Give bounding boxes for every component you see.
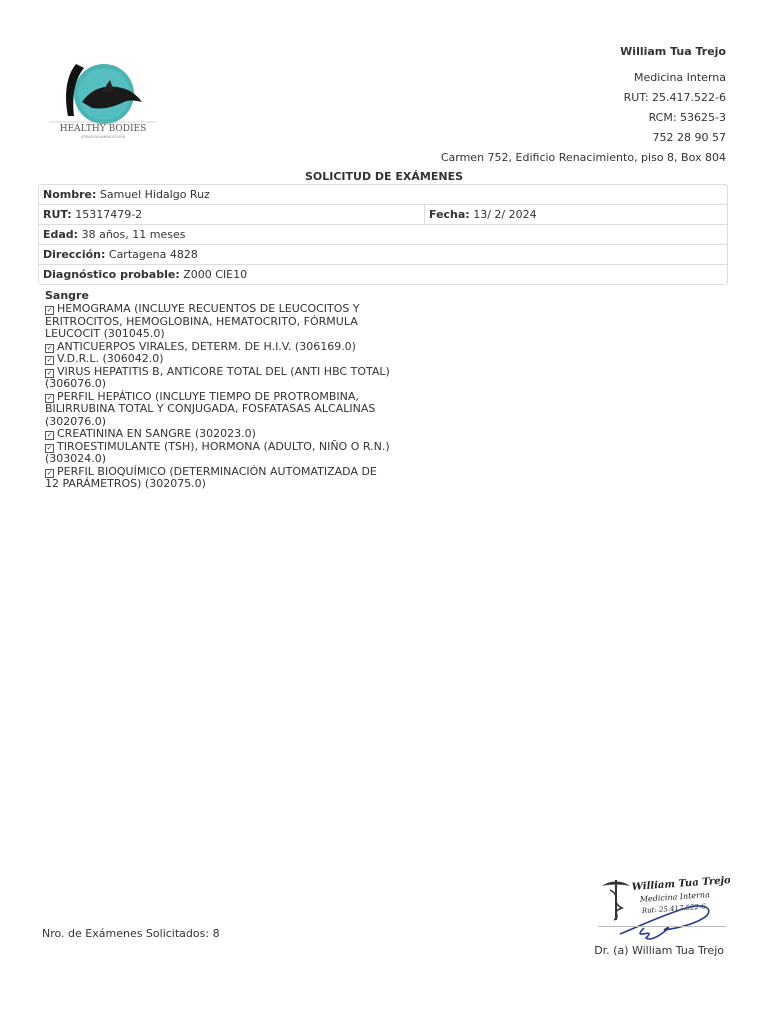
checkbox-checked-icon: ✓ [46, 431, 53, 439]
patient-name: Samuel Hidalgo Ruz [99, 188, 210, 201]
doctor-specialty: Medicina Interna [634, 71, 726, 84]
table-row [39, 245, 727, 265]
patient-rut: 15317479-2 [75, 208, 143, 221]
checkbox-checked-icon: ✓ [46, 468, 53, 477]
signature-stamp-graphic [590, 868, 730, 948]
checkbox-checked-icon: ✓ [46, 343, 53, 352]
exam-item-label: ANTICUERPOS VIRALES, DETERM. DE H.I.V. (306169.0) [57, 339, 356, 353]
patient-address: Cartagena 4828 [108, 248, 198, 261]
list-item [45, 441, 390, 466]
logo-subtitle: ATENCIÓN AMBULATORIA [80, 135, 126, 139]
patient-address-label: Dirección: [43, 248, 106, 261]
list-item [45, 303, 390, 341]
date-cell [425, 205, 727, 224]
exam-item-label: CREATININA EN SANGRE (302023.0) [57, 427, 256, 440]
exam-category: Sangre [45, 289, 89, 302]
list-item [45, 366, 390, 391]
doctor-signature-name: Dr. (a) William Tua Trejo [594, 944, 724, 957]
table-row [39, 265, 727, 284]
patient-age-cell [39, 225, 727, 244]
doctor-name: William Tua Trejo [620, 45, 726, 58]
date-label: Fecha: [429, 208, 470, 221]
diagnosis-value: Z000 CIE10 [183, 268, 248, 281]
exam-count: Nro. de Exámenes Solicitados: 8 [42, 927, 220, 940]
doctor-address: Carmen 752, Edificio Renacimiento, piso 8, Box 804 [440, 151, 726, 164]
clinic-logo [44, 58, 162, 144]
exam-item-label: PERFIL HEPÁTICO (INCLUYE TIEMPO DE PROTROMBINA, BILIRRUBINA TOTAL Y CONJUGADA, FOSFATASAS ALCALINAS (302076.0) [45, 389, 376, 428]
caduceus-icon [602, 880, 630, 920]
checkbox-checked-icon: ✓ [46, 306, 53, 314]
exam-list [45, 289, 390, 491]
patient-rut-label: RUT: [43, 208, 72, 221]
checkbox-checked-icon: ✓ [46, 368, 53, 377]
patient-age: 38 años, 11 meses [81, 228, 186, 241]
table-row [39, 205, 727, 225]
doctor-rut: RUT: 25.417.522-6 [623, 91, 726, 104]
silhouette-with-hummingbird-logo [44, 58, 162, 144]
signature-stamp [590, 868, 730, 948]
exam-item-label: VIRUS HEPATITIS B, ANTICORE TOTAL DEL (ANTI HBC TOTAL) (306076.0) [45, 364, 390, 390]
exam-item-label: HEMOGRAMA (INCLUYE RECUENTOS DE LEUCOCITOS Y ERITROCITOS, HEMOGLOBINA, HEMATOCRITO, FÓRMULA LEUCOCIT (301045.0) [45, 302, 360, 340]
list-item [45, 466, 390, 491]
patient-name-label: Nombre: [43, 188, 97, 201]
signature-stamp-rut: Rut: 25.417.522-6 [641, 902, 707, 915]
table-row [39, 185, 727, 205]
exam-item-label: TIROESTIMULANTE (TSH), HORMONA (ADULTO, NIÑO O R.N.) (303024.0) [45, 439, 390, 465]
doctor-rcm: RCM: 53625-3 [648, 111, 726, 124]
patient-age-label: Edad: [43, 228, 79, 241]
date-value: 13/ 2/ 2024 [473, 208, 537, 221]
patient-info-table [38, 184, 728, 285]
signature-line [598, 926, 726, 927]
checkbox-checked-icon: ✓ [46, 356, 53, 364]
patient-rut-cell [39, 205, 425, 224]
checkbox-checked-icon: ✓ [46, 393, 53, 402]
signature-stamp-specialty: Medicina Interna [639, 890, 711, 904]
checkbox-checked-icon: ✓ [46, 443, 53, 452]
diagnosis-cell [39, 265, 727, 284]
exam-item-label: V.D.R.L. (306042.0) [57, 352, 164, 365]
doctor-header [441, 44, 726, 168]
signature-stamp-name: William Tua Trejo [631, 875, 730, 893]
logo-text: HEALTHY BODIES [59, 124, 147, 134]
diagnosis-label: Diagnóstico probable: [43, 268, 180, 281]
patient-address-cell [39, 245, 727, 264]
table-row [39, 225, 727, 245]
exam-item-label: PERFIL BIOQUÍMICO (DETERMINACIÓN AUTOMATIZADA DE 12 PARÁMETROS) (302075.0) [45, 464, 377, 490]
document-title: SOLICITUD DE EXÁMENES [304, 170, 464, 183]
patient-name-cell [39, 185, 727, 204]
list-item [45, 391, 390, 429]
doctor-phone: 752 28 90 57 [652, 131, 726, 144]
